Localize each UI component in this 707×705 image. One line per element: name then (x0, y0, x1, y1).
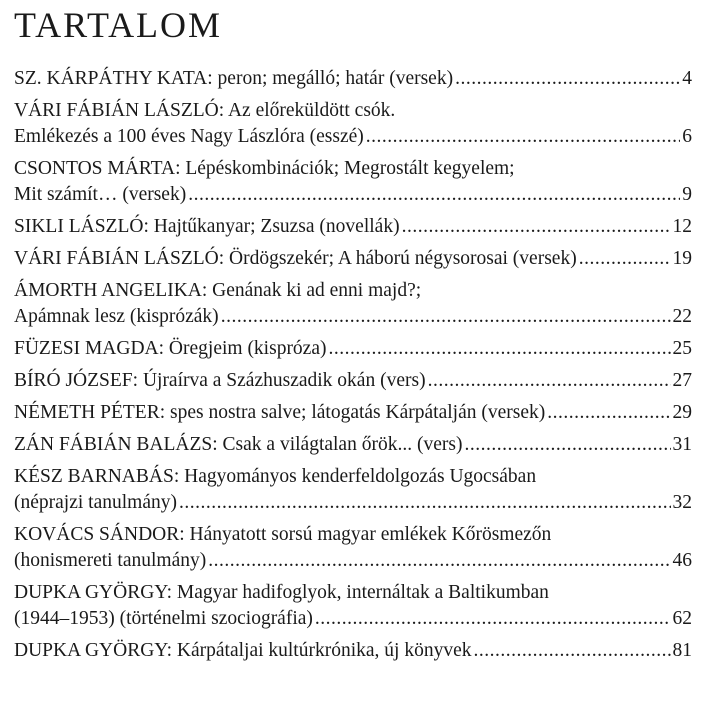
page-number: 4 (682, 68, 692, 89)
toc-entry-line: DUPKA GYÖRGY: Magyar hadifoglyok, internáltak a Baltikumban (14, 582, 549, 603)
toc-entry (14, 580, 692, 632)
dot-leader (402, 214, 671, 240)
toc-entry-last-line (14, 490, 692, 516)
toc-entry-line: DUPKA GYÖRGY: Kárpátaljai kultúrkrónika, új könyvek (14, 640, 472, 661)
page-number: 32 (672, 492, 692, 513)
toc-entry-last-line (14, 638, 692, 664)
dot-leader (179, 490, 671, 516)
page-number: 6 (682, 126, 692, 147)
toc-entry-line: SIKLI LÁSZLÓ: Hajtűkanyar; Zsuzsa (novellák) (14, 216, 400, 237)
dot-leader (473, 638, 670, 664)
toc-entry-line: CSONTOS MÁRTA: Lépéskombinációk; Megrostált kegyelem; (14, 158, 515, 179)
toc-entry-last-line (14, 400, 692, 426)
toc-entry (14, 214, 692, 240)
toc-entry-last-line (14, 432, 692, 458)
page-title: TARTALOM (14, 5, 223, 45)
toc-entry-last-line (14, 368, 692, 394)
dot-leader (579, 246, 671, 272)
toc-entry-line: KOVÁCS SÁNDOR: Hányatott sorsú magyar emlékek Kőrösmezőn (14, 524, 552, 545)
toc-entry (14, 66, 692, 92)
page-number: 46 (672, 550, 692, 571)
toc-entry-last-line (14, 336, 692, 362)
dot-leader (208, 548, 670, 574)
dot-leader (329, 336, 671, 362)
dot-leader (188, 182, 680, 208)
toc-entry-last-line (14, 214, 692, 240)
dot-leader (366, 124, 680, 150)
toc-entry-line: Apámnak lesz (kisprózák) (14, 306, 219, 327)
dot-leader (315, 606, 671, 632)
toc-entry (14, 638, 692, 664)
toc-entry-last-line (14, 548, 692, 574)
page-number: 27 (672, 370, 692, 391)
toc-entry-last-line (14, 66, 692, 92)
toc-entry-line: VÁRI FÁBIÁN LÁSZLÓ: Ördögszekér; A háború négysorosai (versek) (14, 248, 577, 269)
toc-entry-line: (néprajzi tanulmány) (14, 492, 177, 513)
page-number: 9 (682, 184, 692, 205)
toc-entry-last-line (14, 246, 692, 272)
page-number: 19 (672, 248, 692, 269)
toc-entry-last-line (14, 124, 692, 150)
toc-entry (14, 246, 692, 272)
page-number: 12 (672, 216, 692, 237)
toc-entry-line: (honismereti tanulmány) (14, 550, 207, 571)
toc-entry-line: NÉMETH PÉTER: spes nostra salve; látogatás Kárpátalján (versek) (14, 402, 546, 423)
dot-leader (455, 66, 680, 92)
toc-entry-line: Mit számít… (versek) (14, 184, 187, 205)
toc-entry-line: ÁMORTH ANGELIKA: Genának ki ad enni majd?; (14, 280, 422, 301)
page-number: 22 (672, 306, 692, 327)
toc-list (14, 66, 692, 664)
dot-leader (221, 304, 671, 330)
toc-entry (14, 400, 692, 426)
toc-entry (14, 522, 692, 574)
page-number: 62 (672, 608, 692, 629)
page-number: 81 (672, 640, 692, 661)
toc-entry (14, 98, 692, 150)
toc-entry-last-line (14, 182, 692, 208)
dot-leader (464, 432, 670, 458)
toc-entry-line: SZ. KÁRPÁTHY KATA: peron; megálló; határ (versek) (14, 68, 454, 89)
toc-entry (14, 336, 692, 362)
toc-entry-line: Emlékezés a 100 éves Nagy Lászlóra (esszé) (14, 126, 364, 147)
table-of-contents (14, 0, 692, 670)
toc-entry-last-line (14, 304, 692, 330)
toc-entry (14, 278, 692, 330)
page-number: 25 (672, 338, 692, 359)
toc-entry-line: KÉSZ BARNABÁS: Hagyományos kenderfeldolgozás Ugocsában (14, 466, 537, 487)
toc-entry (14, 432, 692, 458)
page-number: 31 (672, 434, 692, 455)
toc-entry-line: ZÁN FÁBIÁN BALÁZS: Csak a világtalan őrök... (vers) (14, 434, 463, 455)
toc-entry-line: (1944–1953) (történelmi szociográfia) (14, 608, 313, 629)
toc-entry-line: VÁRI FÁBIÁN LÁSZLÓ: Az előreküldött csók. (14, 100, 396, 121)
page-number: 29 (672, 402, 692, 423)
toc-entry-last-line (14, 606, 692, 632)
dot-leader (547, 400, 670, 426)
toc-entry (14, 368, 692, 394)
toc-entry-line: BÍRÓ JÓZSEF: Újraírva a Százhuszadik okán (vers) (14, 370, 426, 391)
dot-leader (428, 368, 671, 394)
toc-entry (14, 464, 692, 516)
toc-entry-line: FÜZESI MAGDA: Öregjeim (kispróza) (14, 338, 327, 359)
toc-entry (14, 156, 692, 208)
